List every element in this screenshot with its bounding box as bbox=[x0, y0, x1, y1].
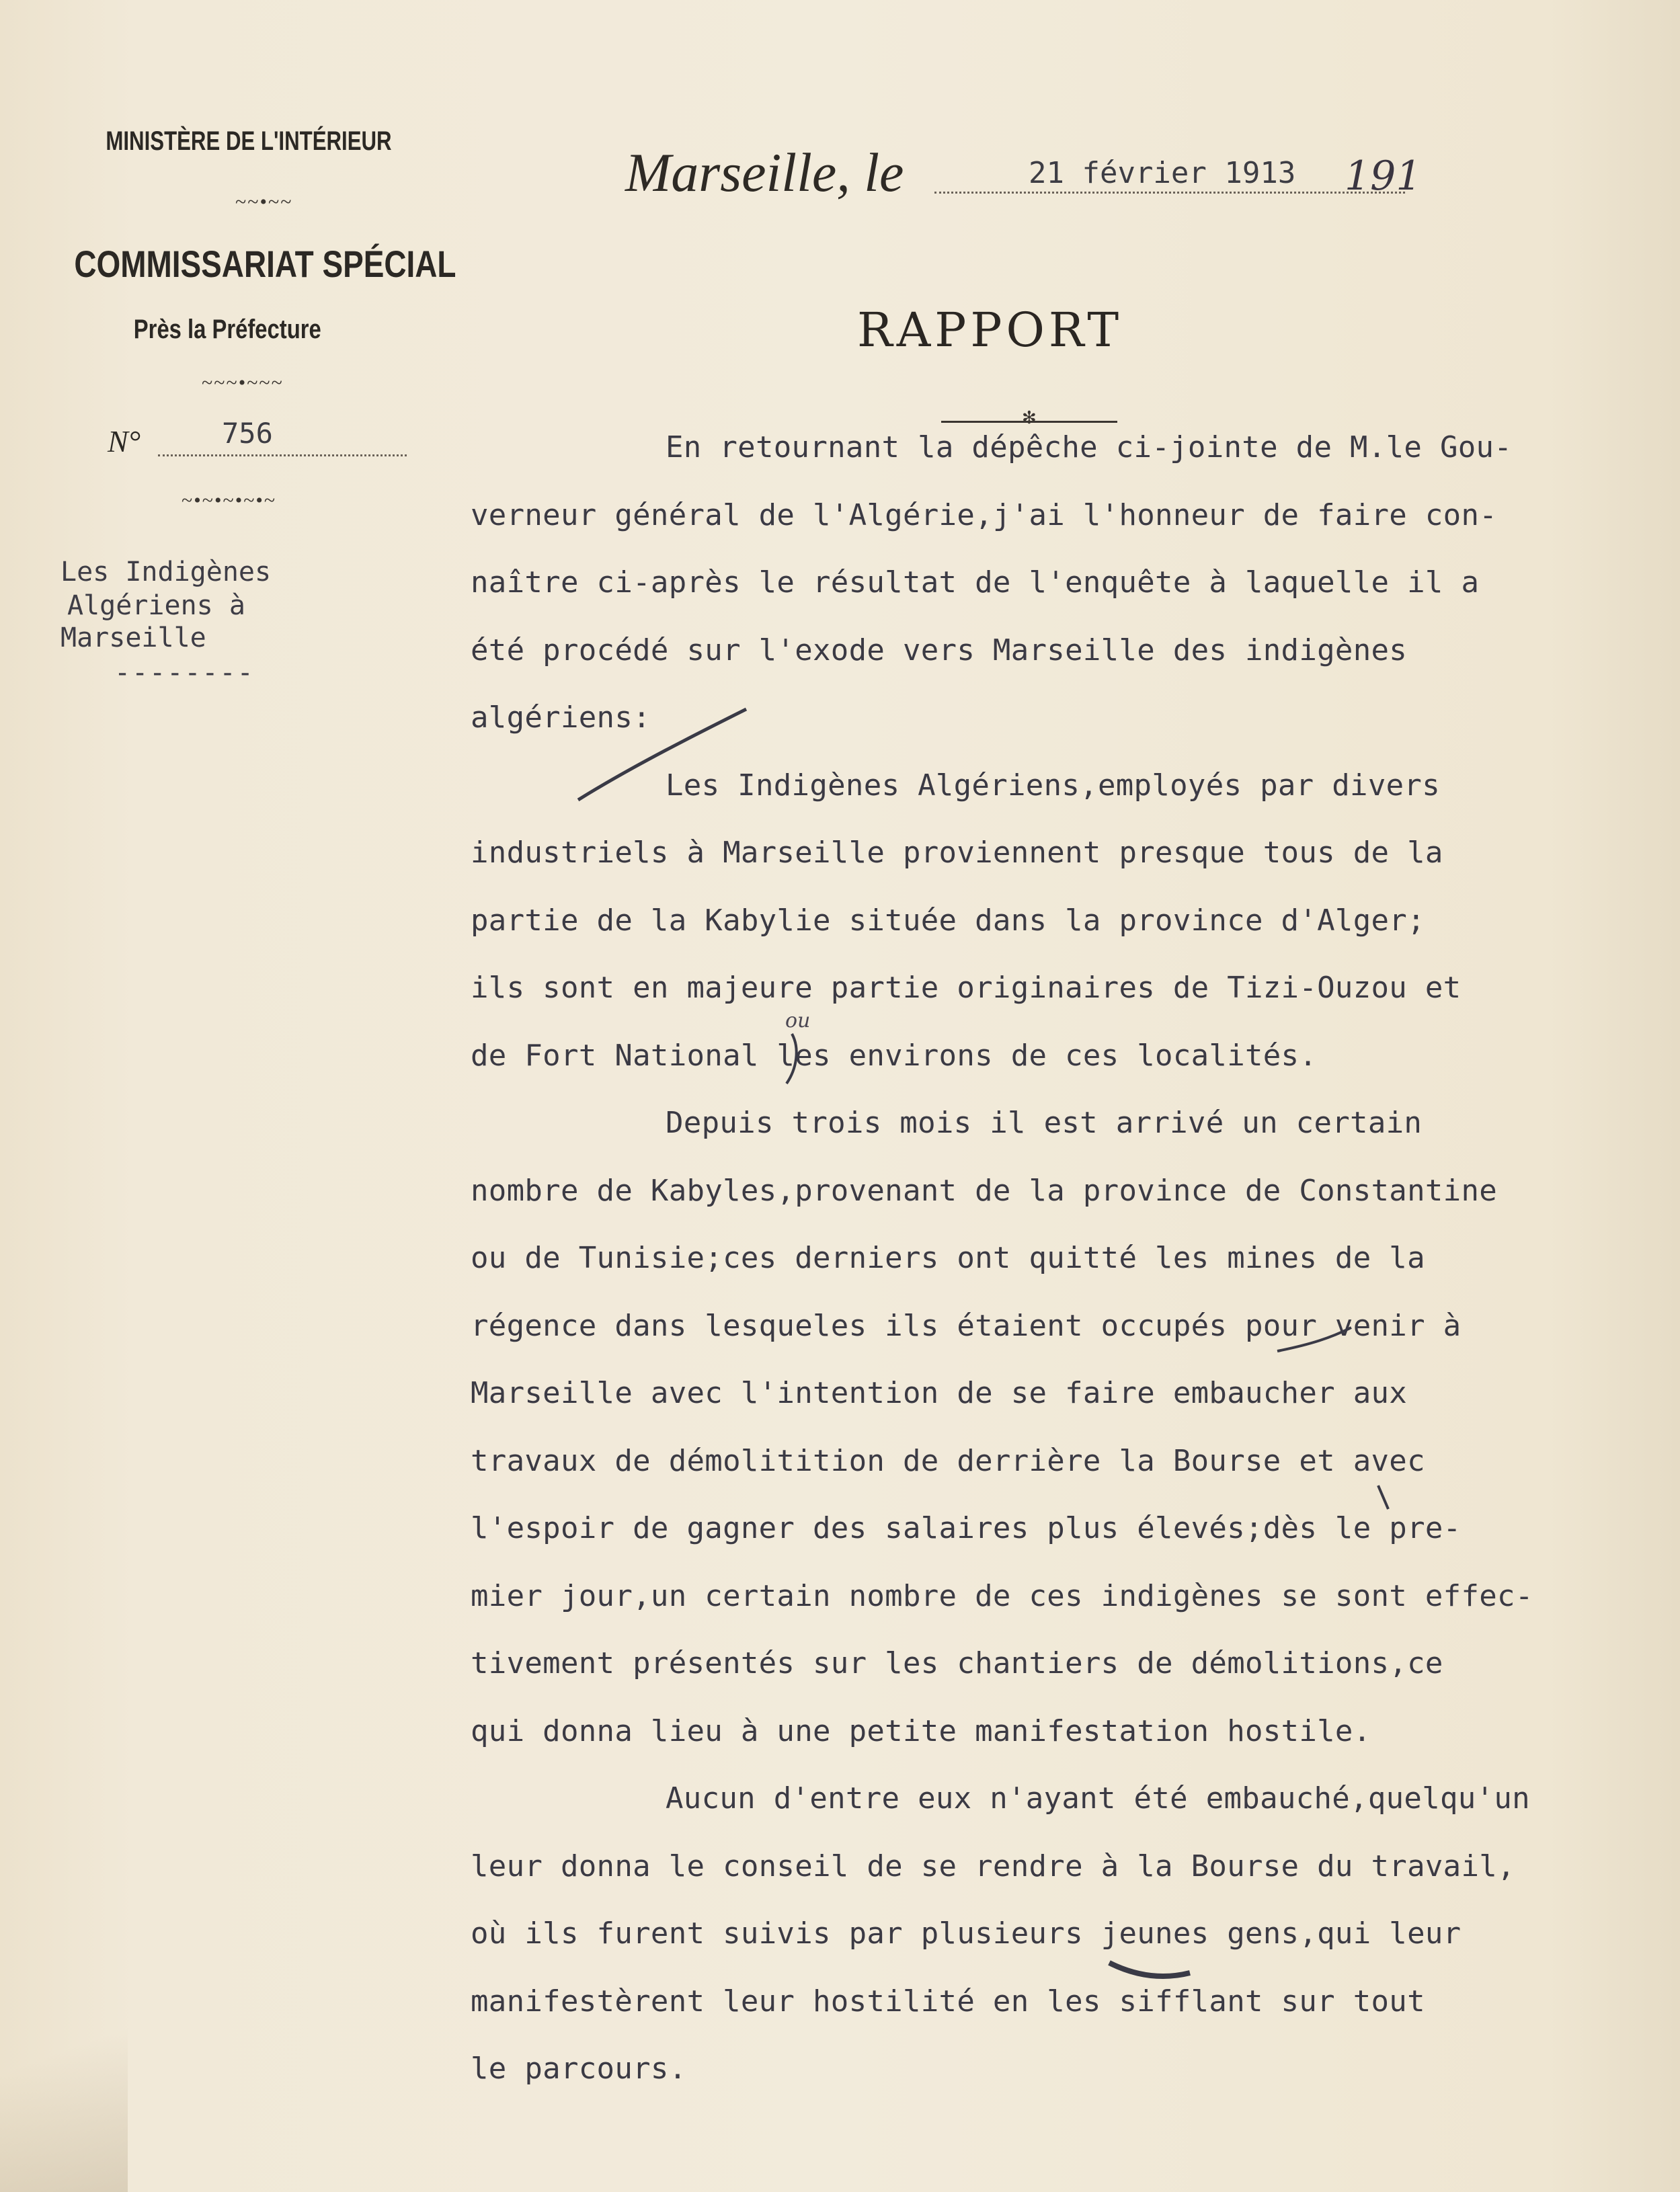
body-line: où ils furent suivis par plusieurs jeunes gens,qui leur bbox=[471, 1916, 1462, 1951]
number-value: 756 bbox=[222, 417, 273, 450]
body-line: ils sont en majeure partie originaires de Tizi-Ouzou et bbox=[471, 971, 1462, 1005]
body-line: travaux de démolitition de derrière la Bourse et avec bbox=[471, 1443, 1425, 1478]
body-line: industriels à Marseille proviennent presque tous de la bbox=[471, 836, 1443, 870]
body-line: verneur général de l'Algérie,j'ai l'honneur de faire con- bbox=[471, 497, 1498, 532]
date-value: 21 février 1913 bbox=[1029, 156, 1296, 190]
report-title: RAPPORT bbox=[857, 302, 1123, 358]
date-suffix-handwritten: 191 bbox=[1345, 153, 1422, 200]
number-label: N° bbox=[108, 424, 141, 458]
body-line: naître ci-après le résultat de l'enquête à laquelle il a bbox=[471, 565, 1480, 600]
prefecture-heading: Près la Préfecture bbox=[133, 315, 321, 344]
body-line: mier jour,un certain nombre de ces indigènes se sont effec- bbox=[471, 1578, 1533, 1613]
ornament-divider: ~~~•~~~ bbox=[202, 372, 284, 394]
number-dotted-line bbox=[158, 454, 407, 456]
subject-line: Marseille bbox=[61, 622, 206, 653]
body-line: partie de la Kabylie située dans la province d'Alger; bbox=[471, 903, 1425, 938]
body-line: En retournant la dépêche ci-jointe de M.le Gou- bbox=[666, 430, 1513, 464]
paper-wear bbox=[0, 2003, 128, 2192]
subject-underline: -------- bbox=[114, 657, 255, 688]
body-line: leur donna le conseil de se rendre à la Bourse du travail, bbox=[471, 1849, 1515, 1883]
body-line: de Fort National les environs de ces localités. bbox=[471, 1038, 1318, 1073]
body-line: Les Indigènes Algériens,employés par divers bbox=[666, 768, 1440, 803]
body-line: Depuis trois mois il est arrivé un certain bbox=[666, 1106, 1423, 1140]
body-line: algériens: bbox=[471, 700, 651, 735]
body-line: qui donna lieu à une petite manifestation hostile. bbox=[471, 1713, 1371, 1748]
body-line: nombre de Kabyles,provenant de la province de Constantine bbox=[471, 1173, 1498, 1208]
place-label: Marseille, le bbox=[625, 142, 904, 203]
title-rule-ornament: ✻ bbox=[1022, 408, 1037, 428]
body-line: ou de Tunisie;ces derniers ont quitté les mines de la bbox=[471, 1241, 1425, 1275]
body-line: été procédé sur l'exode vers Marseille des indigènes bbox=[471, 633, 1408, 667]
subject-line: Algériens à bbox=[67, 590, 245, 621]
pencil-stroke bbox=[1378, 1486, 1388, 1509]
body-line: l'espoir de gagner des salaires plus élevés;dès le pre- bbox=[471, 1511, 1462, 1545]
ou-insert-handwritten: ou bbox=[785, 1009, 811, 1032]
strike-through bbox=[1109, 1963, 1190, 1976]
body-line: Marseille avec l'intention de se faire embaucher aux bbox=[471, 1376, 1408, 1410]
commissariat-heading: COMMISSARIAT SPÉCIAL bbox=[74, 243, 456, 285]
body-line: Aucun d'entre eux n'ayant été embauché,quelqu'un bbox=[666, 1781, 1530, 1816]
body-line: manifestèrent leur hostilité en les sifflant sur tout bbox=[471, 1984, 1425, 2019]
subject-line: Les Indigènes bbox=[61, 557, 272, 587]
ornament-divider: ~~•~~ bbox=[235, 191, 293, 213]
ministry-heading: MINISTÈRE DE L'INTÉRIEUR bbox=[106, 126, 392, 156]
body-line: tivement présentés sur les chantiers de démolitions,ce bbox=[471, 1646, 1443, 1680]
ornament-divider: ~•~•~•~•~ bbox=[182, 489, 277, 512]
date-dotted-line bbox=[934, 192, 1405, 194]
body-line: le parcours. bbox=[471, 2052, 687, 2086]
body-line: régence dans lesqueles ils étaient occupés pour venir à bbox=[471, 1308, 1462, 1343]
